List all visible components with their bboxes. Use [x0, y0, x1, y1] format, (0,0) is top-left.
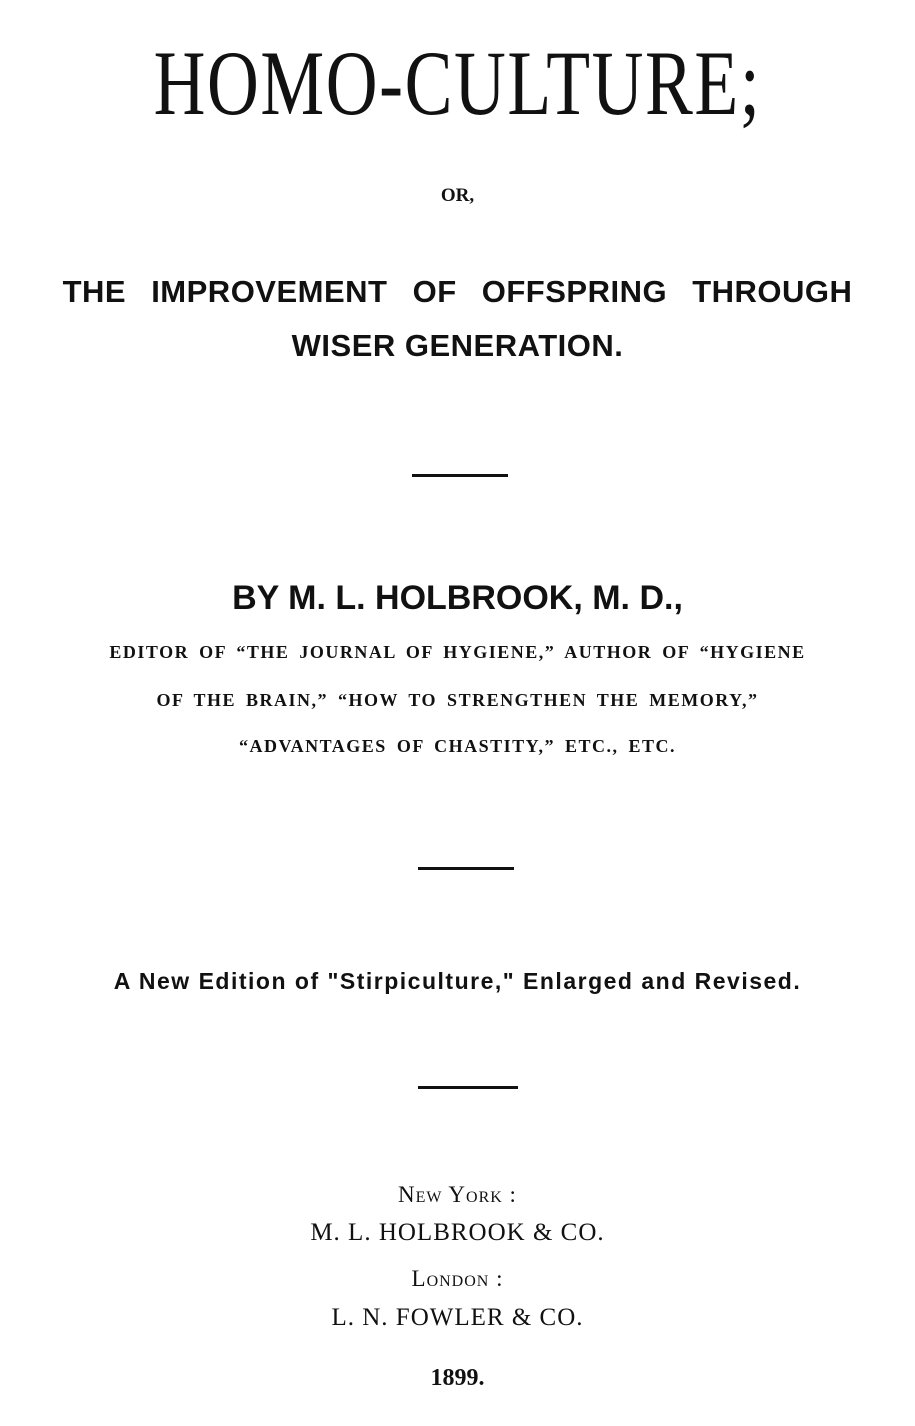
edition-note: A New Edition of "Stirpiculture," Enlarged and Revised. — [113, 968, 802, 994]
divider-rule-3 — [418, 1086, 518, 1089]
publisher-name-1: M. L. HOLBROOK & CO. — [310, 1219, 605, 1246]
subtitle-line-2: WISER GENERATION. — [291, 328, 624, 363]
author-credit-line-1: EDITOR OF “THE JOURNAL OF HYGIENE,” AUTHOR OF “HYGIENE — [109, 642, 806, 662]
author-credit-line-3: “ADVANTAGES OF CHASTITY,” ETC., ETC. — [238, 736, 677, 756]
subtitle-line-1: THE IMPROVEMENT OF OFFSPRING THROUGH — [62, 274, 853, 309]
publisher-city-2: London : — [411, 1266, 504, 1291]
title-conjunction: OR, — [440, 185, 475, 206]
author-credit-line-2: OF THE BRAIN,” “HOW TO STRENGTHEN THE MEMORY,” — [156, 690, 759, 710]
book-title: HOMO-CULTURE; — [153, 32, 762, 134]
publisher-city-1: New York : — [398, 1182, 517, 1207]
publisher-name-2: L. N. FOWLER & CO. — [331, 1304, 584, 1331]
author-line: BY M. L. HOLBROOK, M. D., — [232, 579, 683, 617]
publication-year: 1899. — [430, 1365, 485, 1391]
divider-rule-2 — [418, 867, 514, 870]
divider-rule-1 — [412, 474, 508, 477]
